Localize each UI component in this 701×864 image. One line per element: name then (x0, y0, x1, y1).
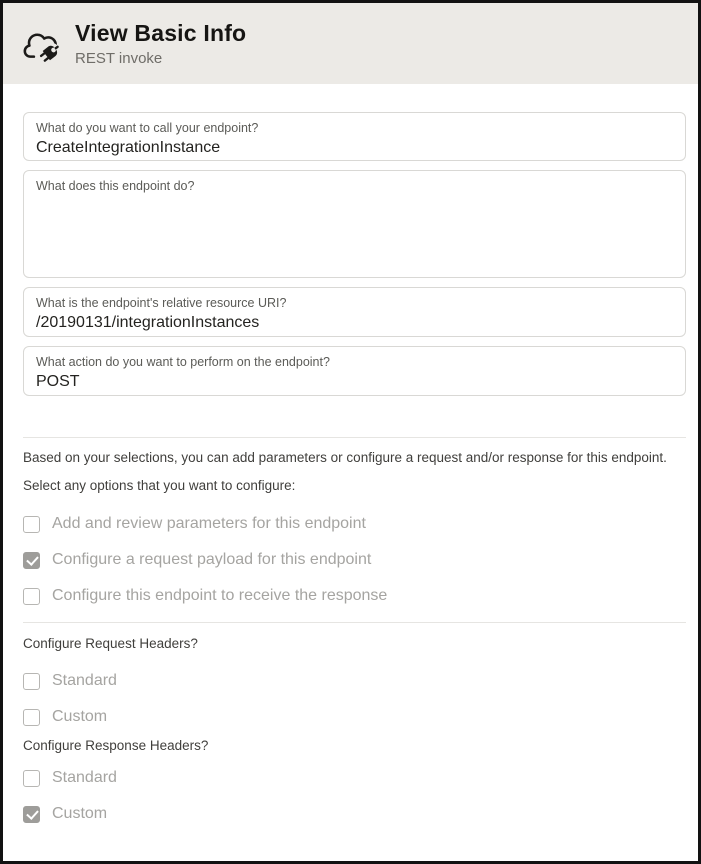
add-parameters-label: Add and review parameters for this endpoint (52, 515, 366, 532)
endpoint-action-field[interactable] (23, 346, 686, 396)
endpoint-description-label: What does this endpoint do? (36, 179, 195, 193)
option-row-add-parameters (23, 515, 680, 533)
dialog-body (3, 84, 698, 823)
endpoint-uri-value: /20190131/integrationInstances (36, 314, 260, 331)
response-headers-section-label: Configure Response Headers? (23, 738, 209, 753)
response-custom-label: Custom (52, 805, 108, 822)
request-headers-section-label: Configure Request Headers? (23, 636, 198, 651)
response-headers-custom-row (23, 805, 680, 823)
page-title: View Basic Info (75, 19, 247, 46)
endpoint-uri-field[interactable] (23, 287, 686, 337)
endpoint-description-field[interactable] (23, 170, 686, 278)
request-standard-label: Standard (52, 672, 117, 689)
receive-response-checkbox[interactable] (23, 588, 40, 605)
add-parameters-checkbox[interactable] (23, 516, 40, 533)
response-headers-standard-row (23, 769, 680, 787)
divider (23, 437, 686, 438)
rest-adapter-cloud-plug-icon (23, 29, 63, 67)
request-headers-custom-row (23, 708, 680, 726)
request-payload-checkbox[interactable] (23, 552, 40, 569)
endpoint-name-value: CreateIntegrationInstance (36, 139, 221, 156)
endpoint-action-value: POST (36, 373, 80, 390)
request-custom-label: Custom (52, 708, 108, 725)
receive-response-label: Configure this endpoint to receive the response (52, 587, 388, 604)
options-prompt-text: Select any options that you want to configure: (23, 478, 296, 493)
request-custom-checkbox[interactable] (23, 709, 40, 726)
header-text (75, 20, 246, 68)
response-standard-label: Standard (52, 769, 117, 786)
request-standard-checkbox[interactable] (23, 673, 40, 690)
option-row-request-payload (23, 551, 680, 569)
option-row-receive-response (23, 587, 680, 605)
endpoint-action-label: What action do you want to perform on the endpoint? (36, 355, 330, 369)
request-payload-label: Configure a request payload for this endpoint (52, 551, 372, 568)
endpoint-name-field[interactable] (23, 112, 686, 161)
endpoint-name-label: What do you want to call your endpoint? (36, 121, 259, 135)
divider (23, 622, 686, 623)
response-custom-checkbox[interactable] (23, 806, 40, 823)
response-standard-checkbox[interactable] (23, 770, 40, 787)
page-subtitle: REST invoke (75, 49, 163, 67)
dialog-header (3, 3, 698, 84)
options-intro-text: Based on your selections, you can add parameters or configure a request and/or response for this endpoint. (23, 450, 667, 465)
request-headers-standard-row (23, 672, 680, 690)
endpoint-uri-label: What is the endpoint's relative resource URI? (36, 296, 287, 310)
